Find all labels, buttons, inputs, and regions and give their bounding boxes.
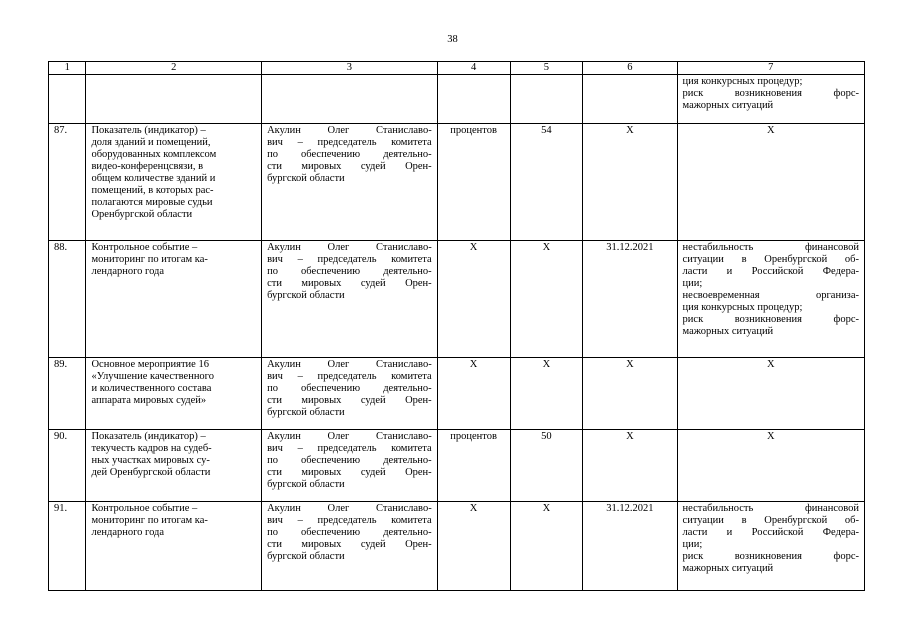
risks-line: риск возникновения форс- — [682, 314, 859, 325]
unit-cell: Х — [437, 502, 510, 591]
continuation-cell-3 — [262, 75, 438, 124]
item-name-line: мониторинг по итогам ка- — [91, 515, 208, 526]
table-body — [49, 62, 865, 591]
row-number-cell: 89. — [49, 358, 86, 430]
column-number-1: 1 — [49, 62, 86, 75]
item-name-line: мониторинг по итогам ка- — [91, 254, 208, 265]
continuation-cell-6 — [583, 75, 677, 124]
risks-line: ласти и Российской Федера- — [682, 527, 859, 538]
page-number: 38 — [447, 34, 458, 45]
activity-plan-table — [48, 61, 865, 591]
unit-cell: Х — [437, 358, 510, 430]
table-row — [49, 502, 865, 591]
risks-line: несвоевременная организа- — [682, 290, 859, 301]
date-cell: 31.12.2021 — [583, 502, 677, 591]
responsible-line: бургской области — [267, 479, 345, 490]
responsible-line: сти мировых судей Орен- — [267, 467, 432, 478]
responsible-line: Акулин Олег Станиславо- — [267, 431, 432, 442]
risk-line: мажорных ситуаций — [682, 100, 774, 111]
item-name-line: «Улучшение качественного — [91, 371, 214, 382]
risks-cell: Х — [677, 430, 864, 502]
row-number-cell: 90. — [49, 430, 86, 502]
responsible-line: сти мировых судей Орен- — [267, 395, 432, 406]
responsible-cell — [262, 502, 438, 591]
continuation-cell-1 — [49, 75, 86, 124]
risks-cell — [677, 502, 864, 591]
risks-line: ситуации в Оренбургской об- — [682, 515, 859, 526]
item-name-cell — [86, 241, 262, 358]
item-name-line: лендарного года — [91, 527, 165, 538]
row-number-cell: 88. — [49, 241, 86, 358]
responsible-line: вич – председатель комитета — [267, 254, 432, 265]
risk-line: риск возникновения форс- — [682, 88, 859, 99]
table-row — [49, 124, 865, 241]
item-name-line: Показатель (индикатор) – — [91, 125, 206, 136]
item-name-line: лендарного года — [91, 266, 165, 277]
date-cell: Х — [583, 358, 677, 430]
column-number-7: 7 — [677, 62, 864, 75]
item-name-line: и количественного состава — [91, 383, 212, 394]
item-name-line: доля зданий и помещений, — [91, 137, 211, 148]
responsible-line: по обеспечению деятельно- — [267, 383, 432, 394]
responsible-line: Акулин Олег Станиславо- — [267, 503, 432, 514]
responsible-cell — [262, 358, 438, 430]
responsible-line: вич – председатель комитета — [267, 137, 432, 148]
item-name-line: Основное мероприятие 16 — [91, 359, 209, 370]
column-number-6: 6 — [583, 62, 677, 75]
item-name-line: видео-конференцсвязи, в — [91, 161, 204, 172]
value-cell: Х — [510, 241, 583, 358]
risks-cell: Х — [677, 358, 864, 430]
responsible-line: по обеспечению деятельно- — [267, 527, 432, 538]
responsible-line: сти мировых судей Орен- — [267, 539, 432, 550]
continuation-cell-2 — [86, 75, 262, 124]
responsible-line: по обеспечению деятельно- — [267, 455, 432, 466]
column-number-2: 2 — [86, 62, 262, 75]
item-name-line: Контрольное событие – — [91, 242, 198, 253]
responsible-line: Акулин Олег Станиславо- — [267, 359, 432, 370]
risks-line: ситуации в Оренбургской об- — [682, 254, 859, 265]
date-cell: Х — [583, 124, 677, 241]
column-number-row — [49, 62, 865, 75]
unit-cell: процентов — [437, 430, 510, 502]
column-number-5: 5 — [510, 62, 583, 75]
item-name-cell — [86, 430, 262, 502]
item-name-line: Оренбургской области — [91, 209, 193, 220]
responsible-line: Акулин Олег Станиславо- — [267, 242, 432, 253]
item-name-line: полагаются мировые судьи — [91, 197, 213, 208]
responsible-line: бургской области — [267, 173, 345, 184]
item-name-cell — [86, 124, 262, 241]
item-name-line: текучесть кадров на судеб- — [91, 443, 212, 454]
item-name-line: Контрольное событие – — [91, 503, 198, 514]
risks-line: мажорных ситуаций — [682, 563, 774, 574]
responsible-line: Акулин Олег Станиславо- — [267, 125, 432, 136]
item-name-cell — [86, 358, 262, 430]
responsible-line: вич – председатель комитета — [267, 371, 432, 382]
responsible-line: по обеспечению деятельно- — [267, 266, 432, 277]
responsible-line: бургской области — [267, 407, 345, 418]
value-cell: 50 — [510, 430, 583, 502]
responsible-line: сти мировых судей Орен- — [267, 278, 432, 289]
risks-line: ции; — [682, 278, 703, 289]
risks-line: нестабильность финансовой — [682, 503, 859, 514]
responsible-line: бургской области — [267, 551, 345, 562]
risk-line: ция конкурсных процедур; — [682, 76, 803, 87]
item-name-line: ных участках мировых су- — [91, 455, 210, 466]
continuation-cell-4 — [437, 75, 510, 124]
value-cell: Х — [510, 502, 583, 591]
table-row — [49, 430, 865, 502]
value-cell: 54 — [510, 124, 583, 241]
table-row — [49, 358, 865, 430]
risks-line: риск возникновения форс- — [682, 551, 859, 562]
responsible-line: вич – председатель комитета — [267, 443, 432, 454]
continuation-row — [49, 75, 865, 124]
item-name-line: помещений, в которых рас- — [91, 185, 214, 196]
unit-cell: Х — [437, 241, 510, 358]
responsible-cell — [262, 124, 438, 241]
item-name-cell — [86, 502, 262, 591]
item-name-line: аппарата мировых судей» — [91, 395, 207, 406]
risks-cell: Х — [677, 124, 864, 241]
row-number-cell: 91. — [49, 502, 86, 591]
continuation-risks-cell — [677, 75, 864, 124]
risks-line: нестабильность финансовой — [682, 242, 859, 253]
risks-line: мажорных ситуаций — [682, 326, 774, 337]
date-cell: Х — [583, 430, 677, 502]
item-name-line: Показатель (индикатор) – — [91, 431, 206, 442]
item-name-line: оборудованных комплексом — [91, 149, 217, 160]
risks-line: ции; — [682, 539, 703, 550]
row-number-cell: 87. — [49, 124, 86, 241]
unit-cell: процентов — [437, 124, 510, 241]
risks-line: ция конкурсных процедур; — [682, 302, 803, 313]
responsible-cell — [262, 241, 438, 358]
risks-cell — [677, 241, 864, 358]
responsible-line: бургской области — [267, 290, 345, 301]
column-number-3: 3 — [262, 62, 438, 75]
item-name-line: общем количестве зданий и — [91, 173, 216, 184]
responsible-line: сти мировых судей Орен- — [267, 161, 432, 172]
item-name-line: дей Оренбургской области — [91, 467, 211, 478]
responsible-cell — [262, 430, 438, 502]
table-row — [49, 241, 865, 358]
risks-line: ласти и Российской Федера- — [682, 266, 859, 277]
date-cell: 31.12.2021 — [583, 241, 677, 358]
continuation-cell-5 — [510, 75, 583, 124]
value-cell: Х — [510, 358, 583, 430]
responsible-line: по обеспечению деятельно- — [267, 149, 432, 160]
column-number-4: 4 — [437, 62, 510, 75]
responsible-line: вич – председатель комитета — [267, 515, 432, 526]
